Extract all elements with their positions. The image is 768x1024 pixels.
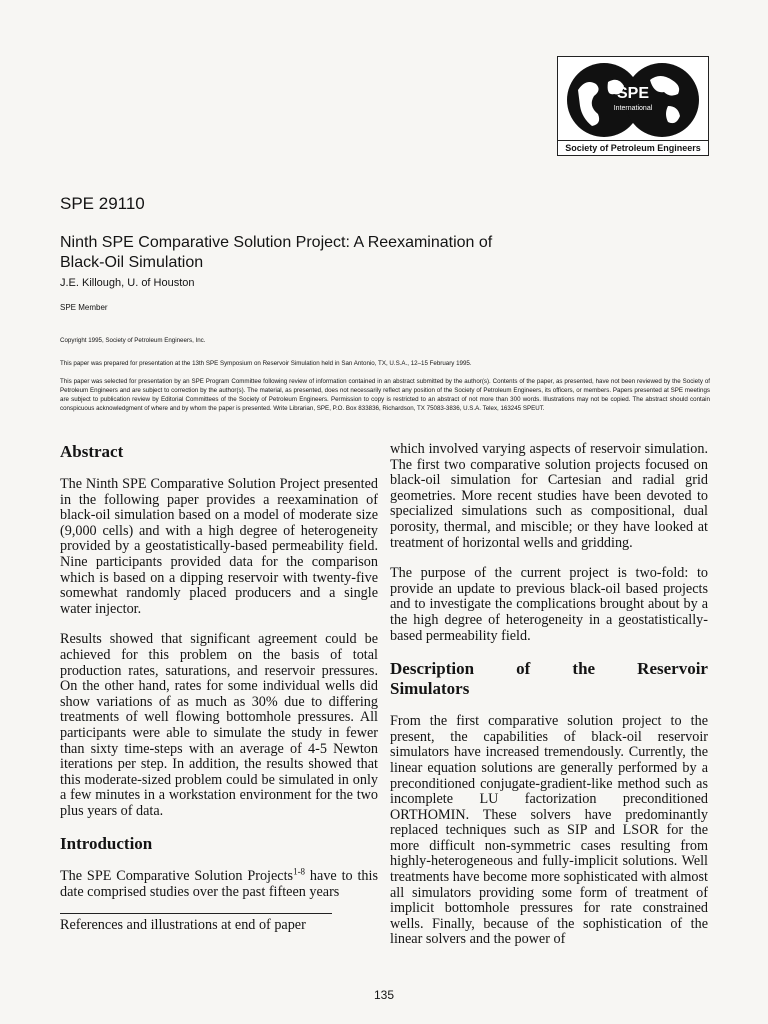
simulators-paragraph: From the first comparative solution project to the present, the capabilities of black-oil reservoir simulators have increased tremendously. Currently, the linear equation solutions are generally performed by a preconditioned conjugate-gradient-like method such as incomplete LU factorization preconditioned ORTHOMIN. These solvers have predominantly replaced techniques such as SIP and LSOR for the more difficult non-symmetric cases resulting from highly-heterogeneous and fully-implicit solutions. Well treatments have become more sophisticated with almost all simulators providing some form of treatment of implicit bottomhole pressures for rate constrained wells. Finally, because of the sophistication of the linear solvers and the power of: [390, 713, 708, 948]
introduction-heading: Introduction: [60, 834, 153, 854]
globe-logo-icon: [564, 60, 702, 140]
right-column: [390, 442, 708, 948]
intro-text-start: The SPE Comparative Solution Projects: [60, 868, 294, 885]
paper-title: [60, 233, 580, 273]
logo-caption: Society of Petroleum Engineers: [558, 140, 708, 155]
intro-continued-paragraph: which involved varying aspects of reservoir simulation. The first two comparative solution projects focused on black-oil simulation for Cartesian and radial grid geometries. More recent studies have been devoted to specialized simulations such as compositional, dual porosity, thermal, and miscible; or they have looked at treatment of horizontal wells and gridding.: [390, 441, 708, 551]
heading-word-3: the: [572, 659, 596, 679]
authors: J.E. Killough, U. of Houston: [60, 277, 195, 289]
prepared-notice: This paper was prepared for presentation at the 13th SPE Symposium on Reservoir Simulation held in San Antonio, TX, U.S.A., 12–15 February 1995.: [60, 360, 472, 367]
intro-text-end: have to this date comprised studies over the past fifteen years: [60, 868, 378, 901]
heading-word-4: Reservoir: [637, 659, 708, 679]
heading-word-1: Description: [390, 659, 475, 679]
copyright-notice: Copyright 1995, Society of Petroleum Engineers, Inc.: [60, 337, 206, 344]
abstract-paragraph-2: Results showed that significant agreement could be achieved for this problem on the basis of total production rates, saturations, and reservoir pressures. On the other hand, rates for some individual wells did show variations of as much as 30% due to differing treatments of well flowing bottomhole pressures. All participants were able to simulate the study in fewer than sixty time-steps with an average of 4-5 Newton iterations per step. In addition, the results showed that this moderate-sized problem could be simulated in only a few minutes in a workstation environment for the two plus years of data.: [60, 631, 378, 819]
page-number: 135: [373, 988, 395, 1002]
abstract-paragraph-1: The Ninth SPE Comparative Solution Project presented in the following paper provides a reexamination of black-oil simulation based on a model of moderate size (9,000 cells) and with a high degree of heterogeneity provided by a geostatistically-based permeability field. Nine participants provided data for the comparison which is based on a dipping reservoir with twenty-five somewhat randomly placed producers and a single water injector.: [60, 476, 378, 617]
introduction-paragraph: [60, 866, 378, 901]
heading-line-2: Simulators: [390, 679, 470, 699]
footnote: References and illustrations at end of paper: [60, 913, 332, 934]
purpose-paragraph: The purpose of the current project is two-fold: to provide an update to previous black-oil based projects and to investigate the complications brought about by a the high degree of heterogeneity in a geostatistically-based permeability field.: [390, 565, 708, 644]
simulators-heading: [390, 659, 708, 699]
logo-text: SPE: [616, 85, 650, 102]
title-line-1: Ninth SPE Comparative Solution Project: A Reexamination of: [60, 234, 493, 251]
title-line-2: Black-Oil Simulation: [60, 254, 204, 271]
selection-notice: This paper was selected for presentation by an SPE Program Committee following review of information contained in an abstract submitted by the author(s). Contents of the paper, as presented, have not been reviewed by the Society of Petroleum Engineers and are subject to correction by the author(s). The material, as presented, does not necessarily reflect any position of the Society of Petroleum Engineers, its officers, or members. Papers presented at SPE meetings are subject to publication review by Editorial Committees of the Society of Petroleum Engineers. Permission to copy is restricted to an abstract of not more than 300 words. Illustrations may not be copied. The abstract should contain conspicuous acknowledgment of where and by whom the paper is presented. Write Librarian, SPE, P.O. Box 833836, Richardson, TX 75083-3836, U.S.A. Telex, 163245 SPEUT.: [60, 378, 710, 412]
abstract-heading: Abstract: [60, 442, 124, 461]
membership: SPE Member: [60, 303, 108, 312]
left-column: [60, 442, 378, 933]
intro-citation: 1-8: [293, 866, 306, 877]
logo-subtext: International: [613, 105, 653, 112]
spe-logo: [557, 56, 709, 156]
paper-id: SPE 29110: [60, 194, 145, 213]
heading-word-2: of: [516, 659, 531, 679]
